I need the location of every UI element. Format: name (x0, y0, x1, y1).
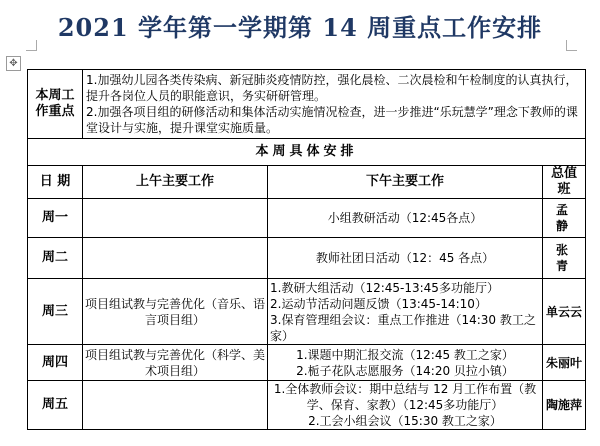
margin-corner-mark (566, 40, 577, 51)
day-cell: 周四 (28, 345, 83, 381)
column-header-row (28, 166, 586, 199)
table-row (28, 381, 586, 430)
afternoon-item: 3.保育管理组会议：重点工作推进（14:30 教工之家） (270, 312, 536, 343)
focus-item: 1.加强幼儿园各类传染病、新冠肺炎疫情防控，强化晨检、二次晨检和午检制度的认真执行，提升各岗位人员的职能意识，务实研研管理。 (86, 73, 578, 103)
focus-item: 2.加强各项目组的研修活动和集体活动实施情况检查，进一步推进“乐玩慧学”理念下教师的课堂设计与实施，提升课堂实施质量。 (86, 105, 578, 135)
afternoon-item: 2.运动节活动问题反馈（13:45-14:10） (270, 296, 487, 311)
column-header-afternoon: 下午主要工作 (268, 166, 543, 199)
afternoon-item: 2.工会小组会议（15:30 教工之家） (308, 414, 502, 428)
morning-cell (83, 199, 268, 238)
afternoon-cell (268, 279, 543, 345)
afternoon-cell (268, 238, 543, 279)
focus-content (83, 70, 586, 139)
duty-cell: 张 青 (543, 238, 586, 279)
table-row (28, 279, 586, 345)
morning-cell (83, 238, 268, 279)
day-cell: 周二 (28, 238, 83, 279)
afternoon-cell (268, 345, 543, 381)
focus-label: 本周工作重点 (28, 70, 83, 139)
page-title: 2021 学年第一学期第 14 周重点工作安排 (57, 13, 543, 42)
afternoon-cell (268, 199, 543, 238)
morning-cell (83, 381, 268, 430)
column-header-date: 日 期 (28, 166, 83, 199)
table-row (28, 199, 586, 238)
afternoon-item: 1.全体教师会议：期中总结与 12 月工作布置（教学、保育、家教）（12:45多功能厅） (273, 382, 537, 412)
schedule-header: 本周具体安排 (28, 139, 586, 166)
afternoon-item: 1.课题中期汇报交流（12:45 教工之家） (296, 347, 514, 362)
margin-corner-mark (26, 40, 37, 51)
table-move-handle-icon[interactable]: ✥ (6, 56, 21, 71)
afternoon-item: 教师社团日活动（12：45 各点） (315, 251, 495, 265)
focus-row (28, 70, 586, 139)
afternoon-item: 2.栀子花队志愿服务（14:20 贝拉小镇） (296, 363, 514, 378)
day-cell: 周一 (28, 199, 83, 238)
morning-cell: 项目组试教与完善优化（科学、美术项目组） (83, 345, 268, 381)
afternoon-cell (268, 381, 543, 430)
column-header-morning: 上午主要工作 (83, 166, 268, 199)
duty-cell: 朱丽叶 (543, 345, 586, 381)
duty-cell: 单云云 (543, 279, 586, 345)
day-cell: 周三 (28, 279, 83, 345)
column-header-duty: 总值班 (543, 166, 586, 199)
afternoon-item: 小组教研活动（12:45各点） (327, 211, 483, 225)
schedule-table (27, 69, 589, 430)
afternoon-item: 1.教研大组活动（12:45-13:45多功能厅） (270, 280, 499, 295)
morning-cell: 项目组试教与完善优化（音乐、语言项目组） (83, 279, 268, 345)
duty-cell: 陶施萍 (543, 381, 586, 430)
table-row (28, 345, 586, 381)
day-cell: 周五 (28, 381, 83, 430)
table-row (28, 238, 586, 279)
duty-cell: 孟 静 (543, 199, 586, 238)
